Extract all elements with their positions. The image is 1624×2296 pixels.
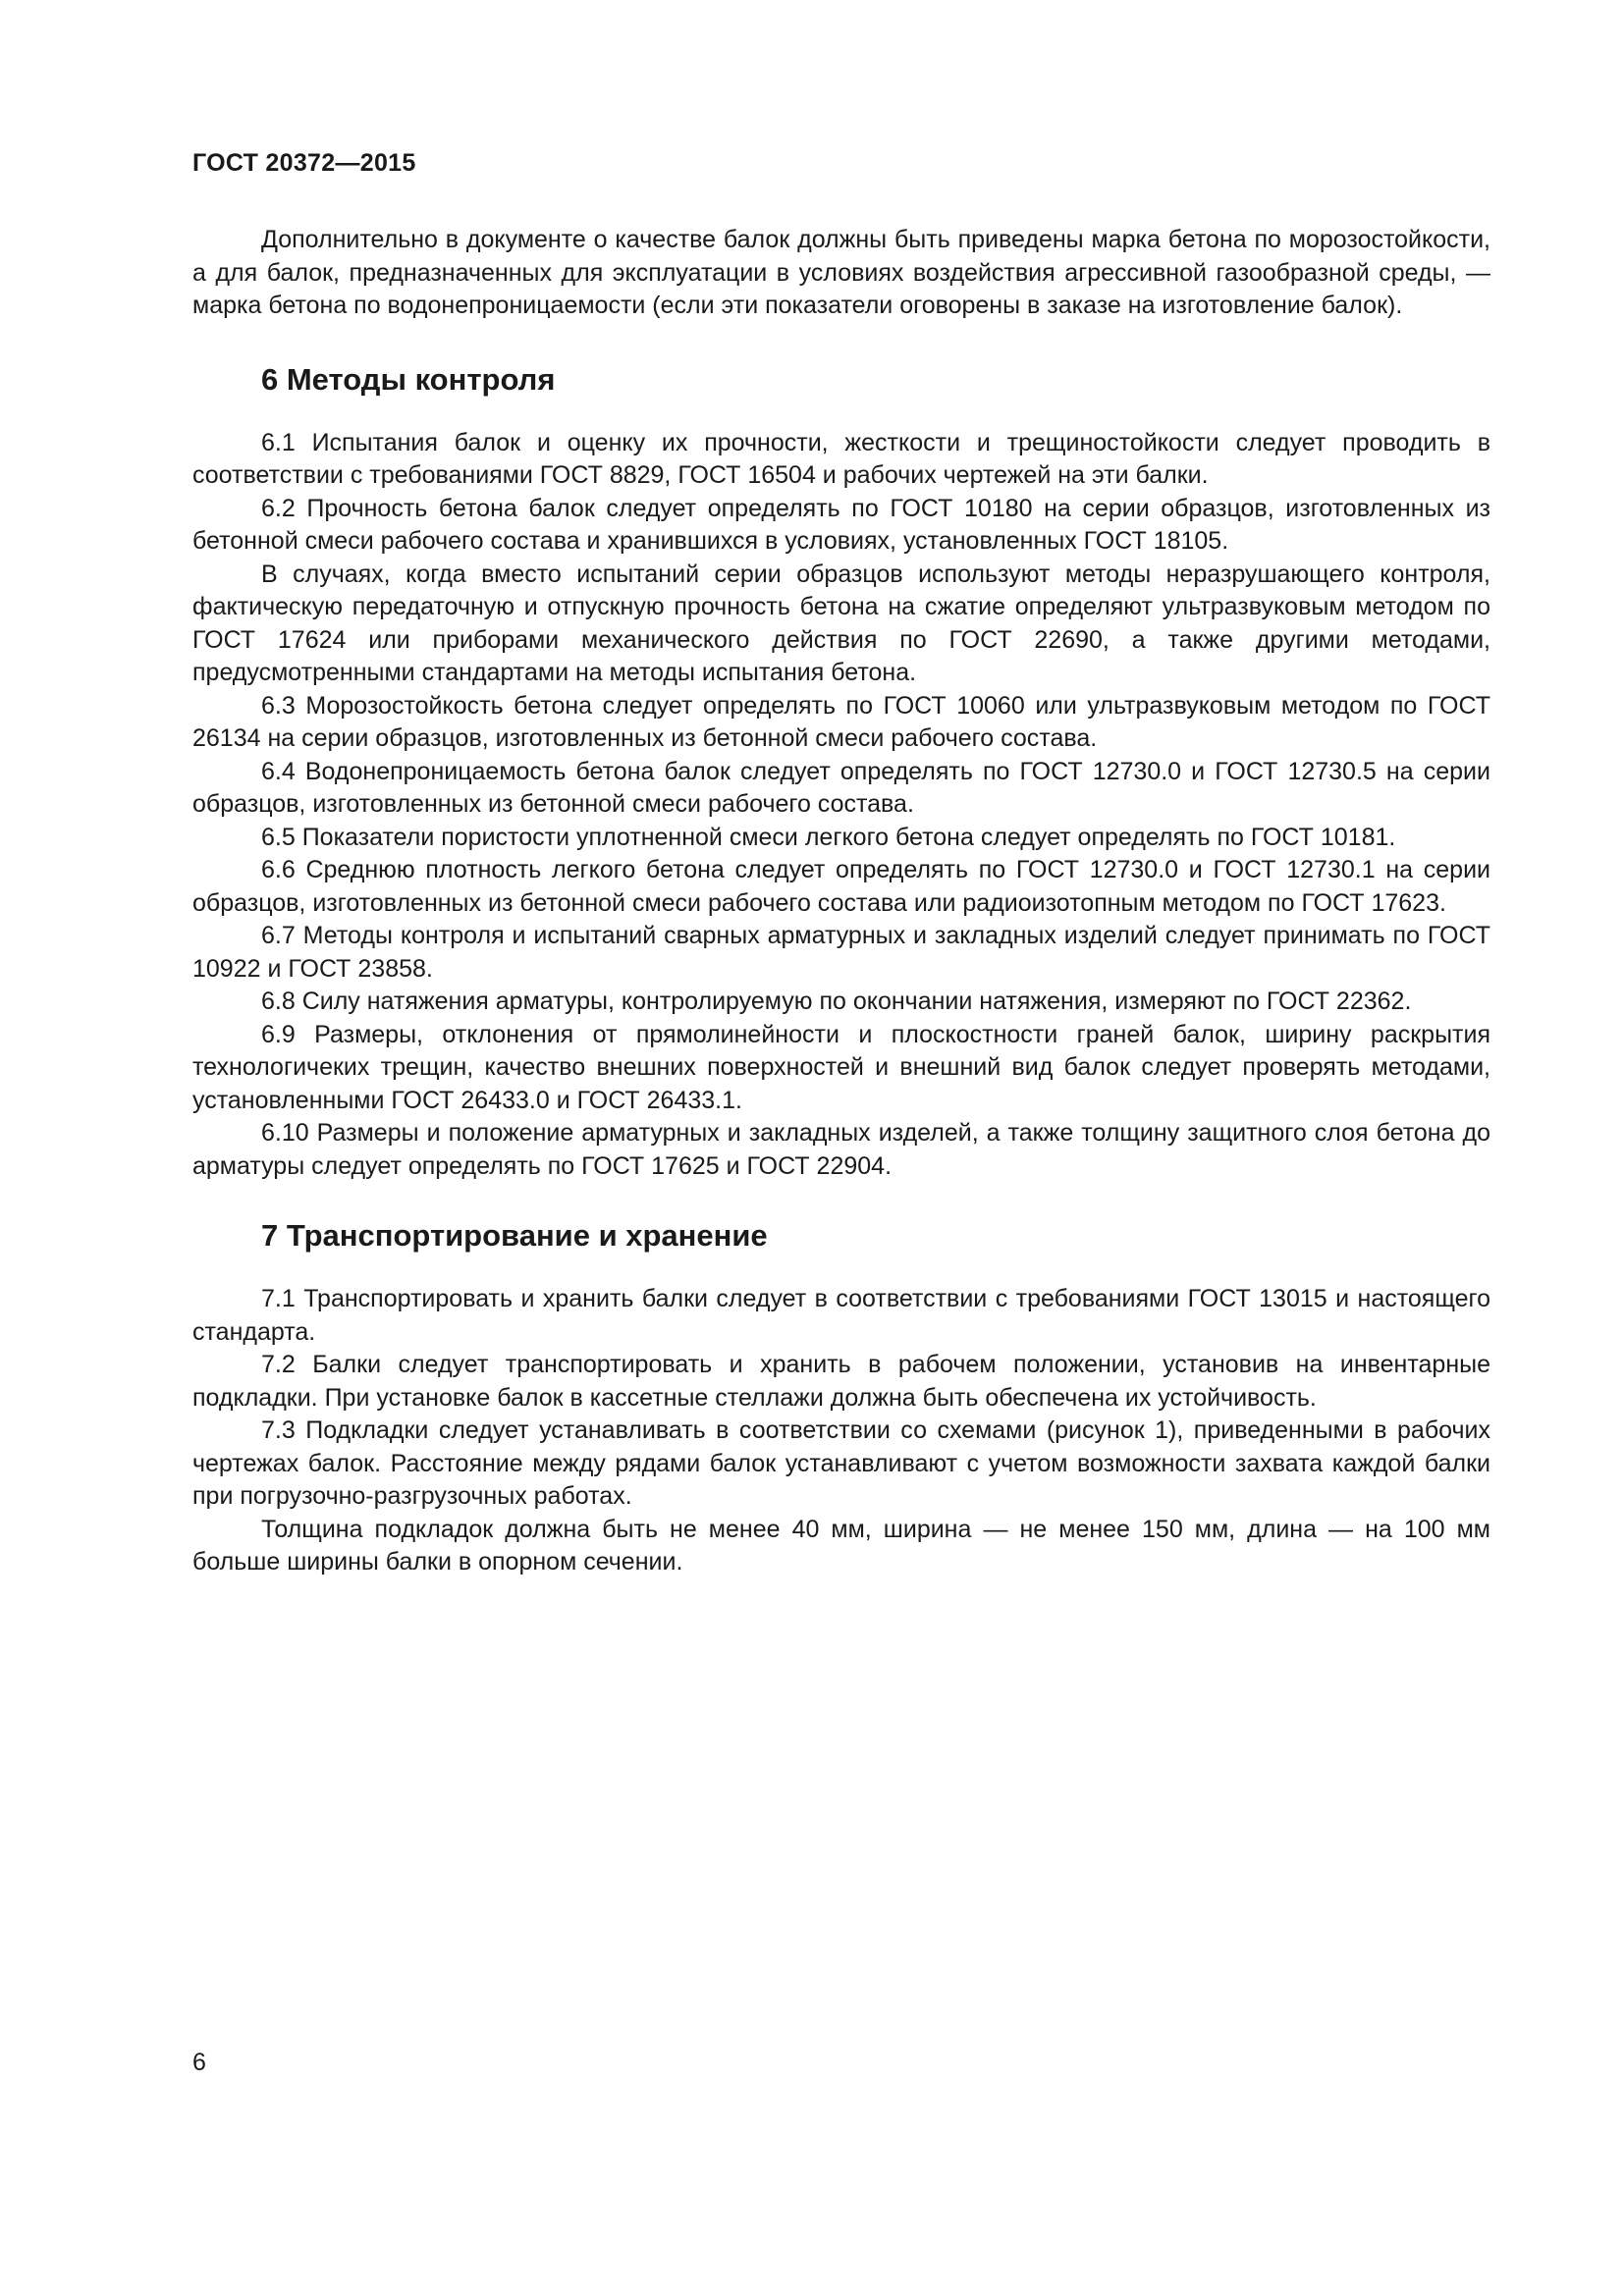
section-6-title: 6 Методы контроля xyxy=(261,361,556,397)
page-content xyxy=(192,224,1490,1579)
document-code-header: ГОСТ 20372—2015 xyxy=(192,149,416,177)
clause-6-6: 6.6 Среднюю плотность легкого бетона следует определять по ГОСТ 12730.0 и ГОСТ 12730.1 на серии образцов, изготовленных из бетонной смеси рабочего состава или радиоизотопным методом по ГОСТ 17623. xyxy=(192,856,1490,917)
clause-6-2-note: В случаях, когда вместо испытаний серии образцов используют методы неразрушающего контроля, фактическую передаточную и отпускную прочность бетона на сжатие определяют ультразвуковым методом по ГОСТ 17624 или приборами механического действия по ГОСТ 22690, а также другими методами, предусмотренными стандартами на методы испытания бетона. xyxy=(192,560,1490,686)
clause-6-5: 6.5 Показатели пористости уплотненной смеси легкого бетона следует определять по ГОСТ 10181. xyxy=(261,823,1396,851)
clause-7-3-thickness: Толщина подкладок должна быть не менее 40 мм, ширина — не менее 150 мм, длина — на 100 мм больше ширины балки в опорном сечении. xyxy=(192,1515,1490,1575)
clause-7-2: 7.2 Балки следует транспортировать и хранить в рабочем положении, установив на инвентарные подкладки. При установке балок в кассетные стеллажи должна быть обеспечена их устойчивость. xyxy=(192,1351,1490,1412)
clause-6-10: 6.10 Размеры и положение арматурных и закладных изделей, а также толщину защитного слоя бетона до арматуры следует определять по ГОСТ 17625 и ГОСТ 22904. xyxy=(192,1119,1490,1180)
clause-7-1: 7.1 Транспортировать и хранить балки следует в соответствии с требованиями ГОСТ 13015 и настоящего стандарта. xyxy=(192,1285,1490,1346)
clause-6-8: 6.8 Силу натяжения арматуры, контролируемую по окончании натяжения, измеряют по ГОСТ 22362. xyxy=(261,988,1412,1015)
section-7-title: 7 Транспортирование и хранение xyxy=(261,1218,768,1253)
clause-6-2: 6.2 Прочность бетона балок следует определять по ГОСТ 10180 на серии образцов, изготовленных из бетонной смеси рабочего состава и хранившихся в условиях, установленных ГОСТ 18105. xyxy=(192,494,1490,555)
clause-6-3: 6.3 Морозостойкость бетона следует определять по ГОСТ 10060 или ультразвуковым методом по ГОСТ 26134 на серии образцов, изготовленных из бетонной смеси рабочего состава. xyxy=(192,691,1490,752)
clause-6-1: 6.1 Испытания балок и оценку их прочности, жесткости и трещиностойкости следует проводить в соответствии с требованиями ГОСТ 8829, ГОСТ 16504 и рабочих чертежей на эти балки. xyxy=(192,428,1490,489)
clause-6-7: 6.7 Методы контроля и испытаний сварных арматурных и закладных изделий следует принимать по ГОСТ 10922 и ГОСТ 23858. xyxy=(192,922,1490,983)
clause-6-9: 6.9 Размеры, отклонения от прямолинейности и плоскостности граней балок, ширину раскрытия технологичеких трещин, качество внешних поверхностей и внешний вид балок следует проверять методами, установленными ГОСТ 26433.0 и ГОСТ 26433.1. xyxy=(192,1020,1490,1114)
page-number: 6 xyxy=(192,2049,206,2076)
clause-6-4: 6.4 Водонепроницаемость бетона балок следует определять по ГОСТ 12730.0 и ГОСТ 12730.5 на серии образцов, изготовленных из бетонной смеси рабочего состава. xyxy=(192,757,1490,818)
clause-7-3: 7.3 Подкладки следует устанавливать в соответствии со схемами (рисунок 1), приведенными в рабочих чертежах балок. Расстояние между рядами балок устанавливают с учетом возможности захвата каждой балки при погрузочно-разгрузочных работах. xyxy=(192,1416,1490,1510)
intro-paragraph: Дополнительно в документе о качестве балок должны быть приведены марка бетона по морозостойкости, а для балок, предназначенных для эксплуатации в условиях воздействия агрессивной газообразной среды, — марка бетона по водонепроницаемости (если эти показатели оговорены в заказе на изготовление балок). xyxy=(192,226,1490,319)
